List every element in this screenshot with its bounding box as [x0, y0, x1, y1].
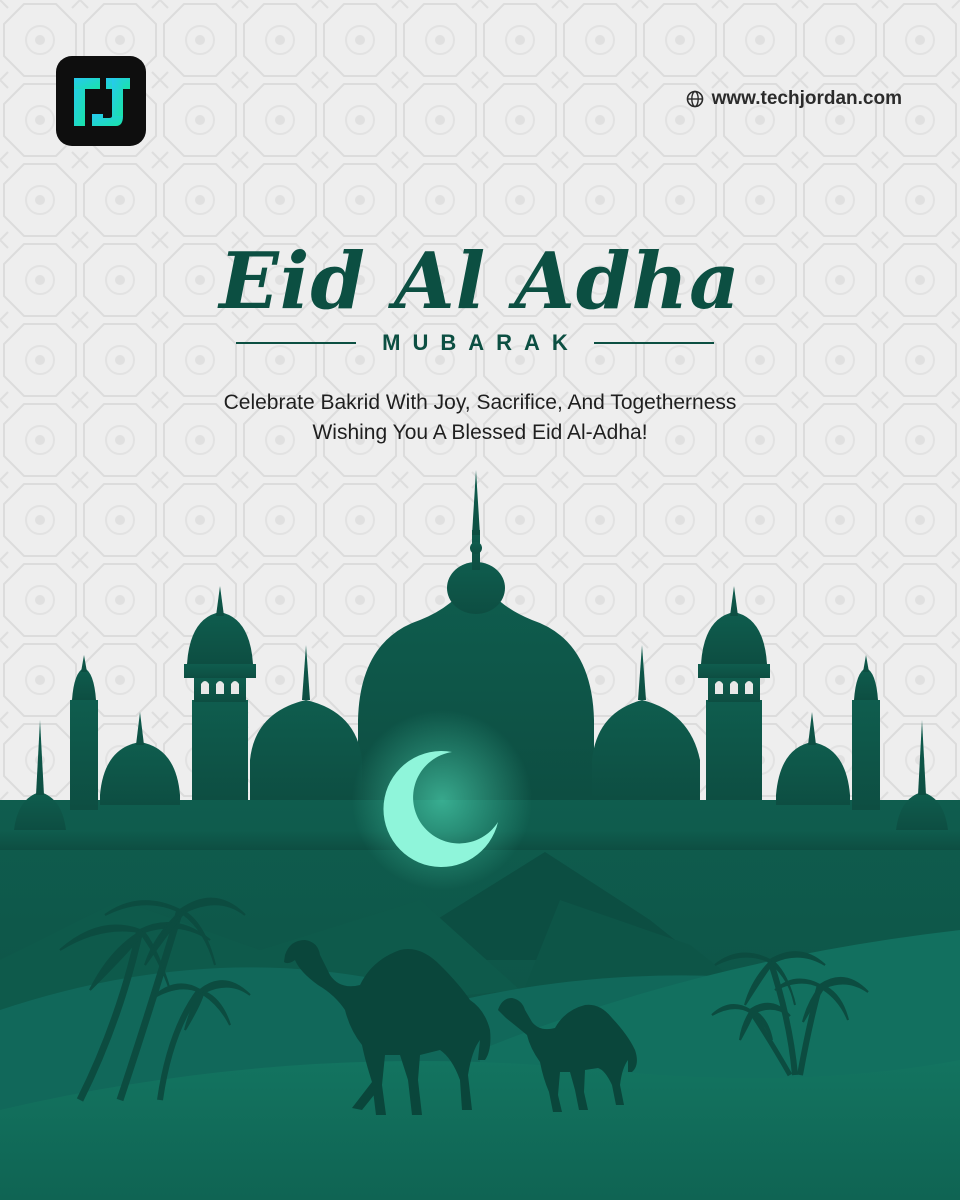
message-line-2: Wishing You A Blessed Eid Al-Adha! — [312, 421, 648, 444]
subtitle: MUBARAK — [382, 330, 580, 355]
message-line-1: Celebrate Bakrid With Joy, Sacrifice, And Togetherness — [223, 391, 737, 414]
crescent-moon — [352, 710, 532, 890]
page-title: Eid Al Adha — [219, 236, 741, 327]
website-text: www.techjordan.com — [711, 88, 902, 109]
